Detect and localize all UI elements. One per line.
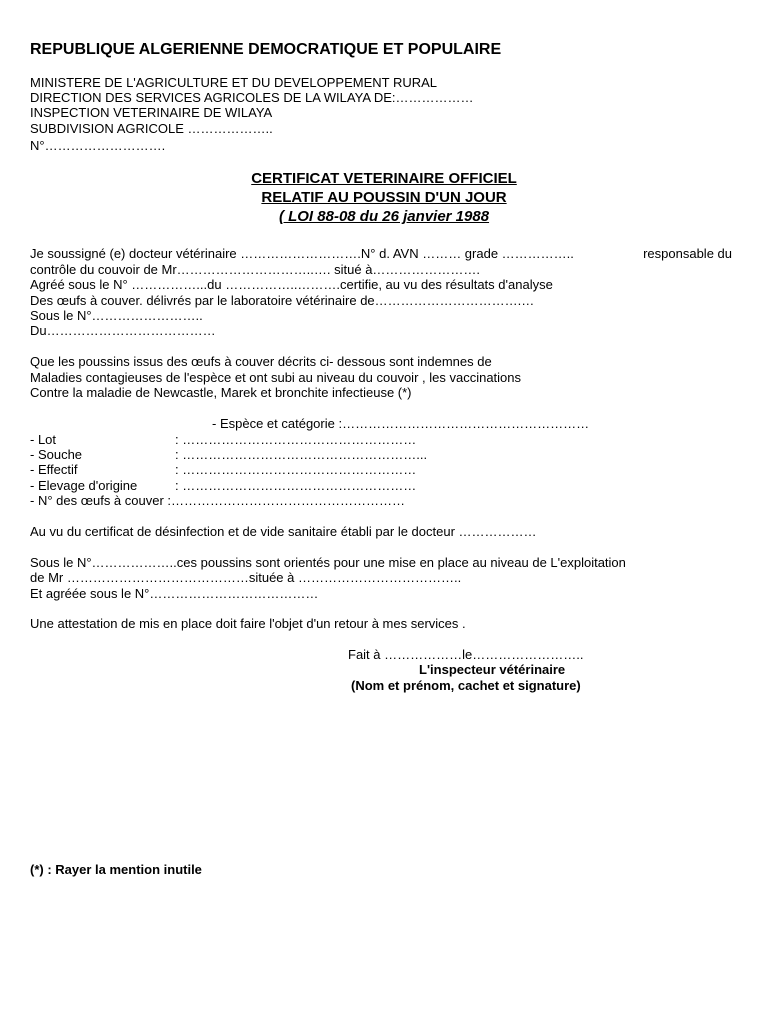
reference-number: N°………………………. (30, 138, 166, 153)
certificate-subtitle: RELATIF AU POUSSIN D'UN JOUR (261, 189, 507, 206)
health-statement-line-3: Contre la maladie de Newcastle, Marek et bronchite infectieuse (*) (30, 385, 412, 400)
disinfection-line: Au vu du certificat de désinfection et de vide sanitaire établi par le docteur ……………… (30, 524, 537, 539)
declaration-line-5: Sous le N°…………………….. (30, 308, 203, 323)
placement-line-2: de Mr ……………………………………situéе à ……………………………….. (30, 570, 462, 585)
ministry-line: MINISTERE DE L'AGRICULTURE ET DU DEVELOPPEMENT RURAL (30, 75, 438, 90)
place-date-line: Fait à ………………le…………………….. (348, 647, 584, 662)
declaration-line-3: Agréé sous le N° ……………...du ……………..……….certifie, au vu des résultats d'analyse (30, 277, 553, 292)
declaration-line-4: Des œufs à couver. délivrés par le laboratoire vétérinaire de…………………………….… (30, 293, 535, 308)
strain-label: - Souche (30, 447, 83, 462)
declaration-line-1 (30, 246, 732, 261)
inspector-title: L'inspecteur vétérinaire (419, 662, 566, 677)
declaration-line-1-text: Je soussigné (e) docteur vétérinaire ……………………….N° d. AVN ……… grade …………….. (30, 246, 574, 261)
law-reference: ( LOI 88-08 du 26 janvier 1988 (278, 208, 490, 225)
health-statement-line-2: Maladies contagieuses de l'espèce et ont subi au niveau du couvoir , les vaccinations (30, 370, 522, 385)
signature-instruction: (Nom et prénom, cachet et signature) (351, 678, 581, 693)
subdivision-line: SUBDIVISION AGRICOLE ……………….. (30, 121, 273, 136)
egg-count-line: - N° des œufs à couver :……………………………………………… (30, 493, 406, 508)
origin-farm-label: - Elevage d'origine (30, 478, 138, 493)
origin-farm-value: : ……………………………………………… (175, 478, 417, 493)
attestation-line: Une attestation de mis en place doit faire l'objet d'un retour à mes services . (30, 616, 466, 631)
lot-value: : ……………………………………………… (175, 432, 417, 447)
declaration-line-6: Du………………………………… (30, 323, 216, 338)
direction-line: DIRECTION DES SERVICES AGRICOLES DE LA WILAYA DE:……………… (30, 90, 474, 105)
declaration-line-2: contrôle du couvoir de Mr…………………………..…. situé à……………………. (30, 262, 481, 277)
declaration-line-1-end: responsable du (643, 246, 732, 261)
footnote: (*) : Rayer la mention inutile (30, 862, 202, 877)
inspection-line: INSPECTION VETERINAIRE DE WILAYA (30, 105, 273, 120)
placement-line-1: Sous le N°………………..ces poussins sont orientés pour une mise en place au niveau de L'exploitation (30, 555, 626, 570)
health-statement-line-1: Que les poussins issus des œufs à couver décrits ci- dessous sont indemnes de (30, 354, 492, 369)
headcount-label: - Effectif (30, 462, 78, 477)
strain-value: : ………………………………………………... (175, 447, 428, 462)
headcount-value: : ……………………………………………… (175, 462, 417, 477)
lot-label: - Lot (30, 432, 57, 447)
country-heading: REPUBLIQUE ALGERIENNE DEMOCRATIQUE ET POPULAIRE (30, 41, 502, 58)
placement-line-3: Et agréée sous le N°………………………………… (30, 586, 319, 601)
certificate-title: CERTIFICAT VETERINAIRE OFFICIEL (251, 170, 517, 187)
species-category: - Espèce et catégorie :………………………………………………… (212, 416, 590, 431)
